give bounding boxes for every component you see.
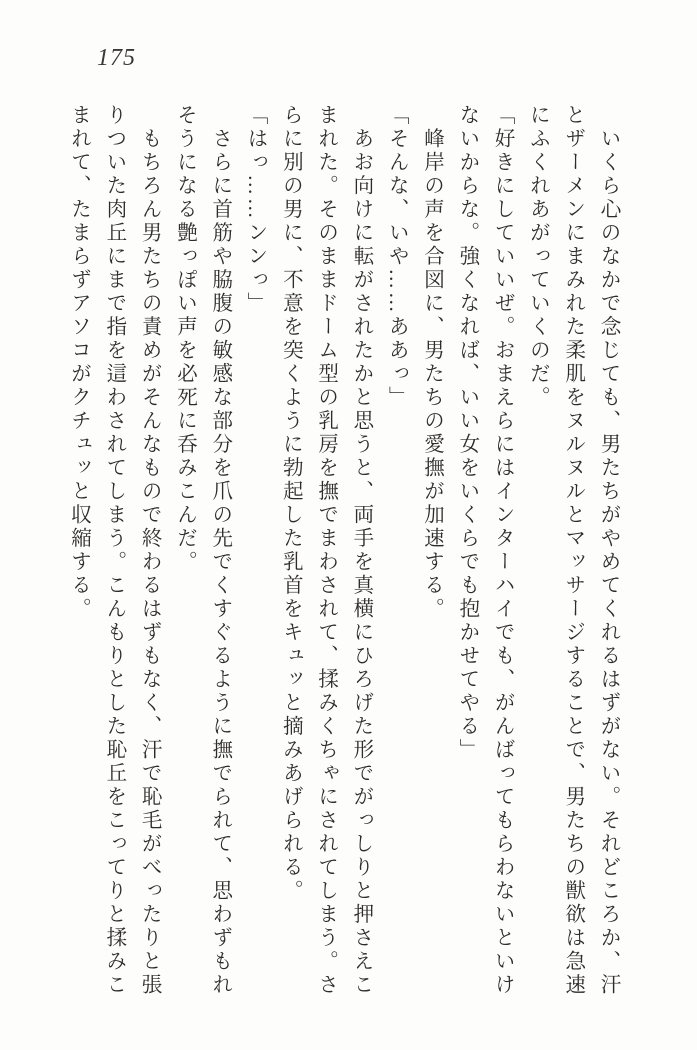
text-column: さらに首筋や脇腹の敏感な部分を爪の先でくすぐるように撫でられて、思わずもれ [208, 104, 231, 997]
text-column: にふくれあがっていくのだ。 [526, 104, 549, 410]
page-number: 175 [97, 45, 136, 71]
text-column: あお向けに転がされたかと思うと、両手を真横にひろげた形でがっしりと押さえこ [349, 104, 372, 997]
text-block [60, 104, 625, 1001]
text-column: 「はっ……ンンっ」 [244, 104, 267, 316]
text-column: ないからな。強くなれば、いい女をいくらでも抱かせてやる」 [455, 104, 478, 762]
text-column: 峰岸の声を合図に、男たちの愛撫が加速する。 [420, 104, 443, 621]
text-column: とザーメンにまみれた柔肌をヌルヌルとマッサージすることで、男たちの獣欲は急速 [561, 104, 584, 997]
text-column: もちろん男たちの責めがそんなもので終わるはずもなく、汗で恥毛がべったりと張 [138, 104, 161, 997]
text-column: 「そんな、いや……ああっ」 [385, 104, 408, 410]
text-column: 「好きにしていいぜ。おまえらにはインターハイでも、がんばってもらわないといけ [491, 104, 514, 997]
text-column: まれた。そのままドーム型の乳房を撫でまわされて、揉みくちゃにされてしまう。さ [314, 104, 337, 997]
text-column: まれて、たまらずアソコがクチュッと収縮する。 [67, 104, 90, 621]
text-column: りついた肉丘にまで指を這わされてしまう。こんもりとした恥丘をこってりと揉みこ [102, 104, 125, 997]
text-column: らに別の男に、不意を突くように勃起した乳首をキュッと摘みあげられる。 [279, 104, 302, 903]
text-column: いくら心のなかで念じても、男たちがやめてくれるはずがない。それどころか、汗 [597, 104, 619, 997]
text-column: そうになる艶っぽい声を必死に呑みこんだ。 [173, 104, 196, 574]
